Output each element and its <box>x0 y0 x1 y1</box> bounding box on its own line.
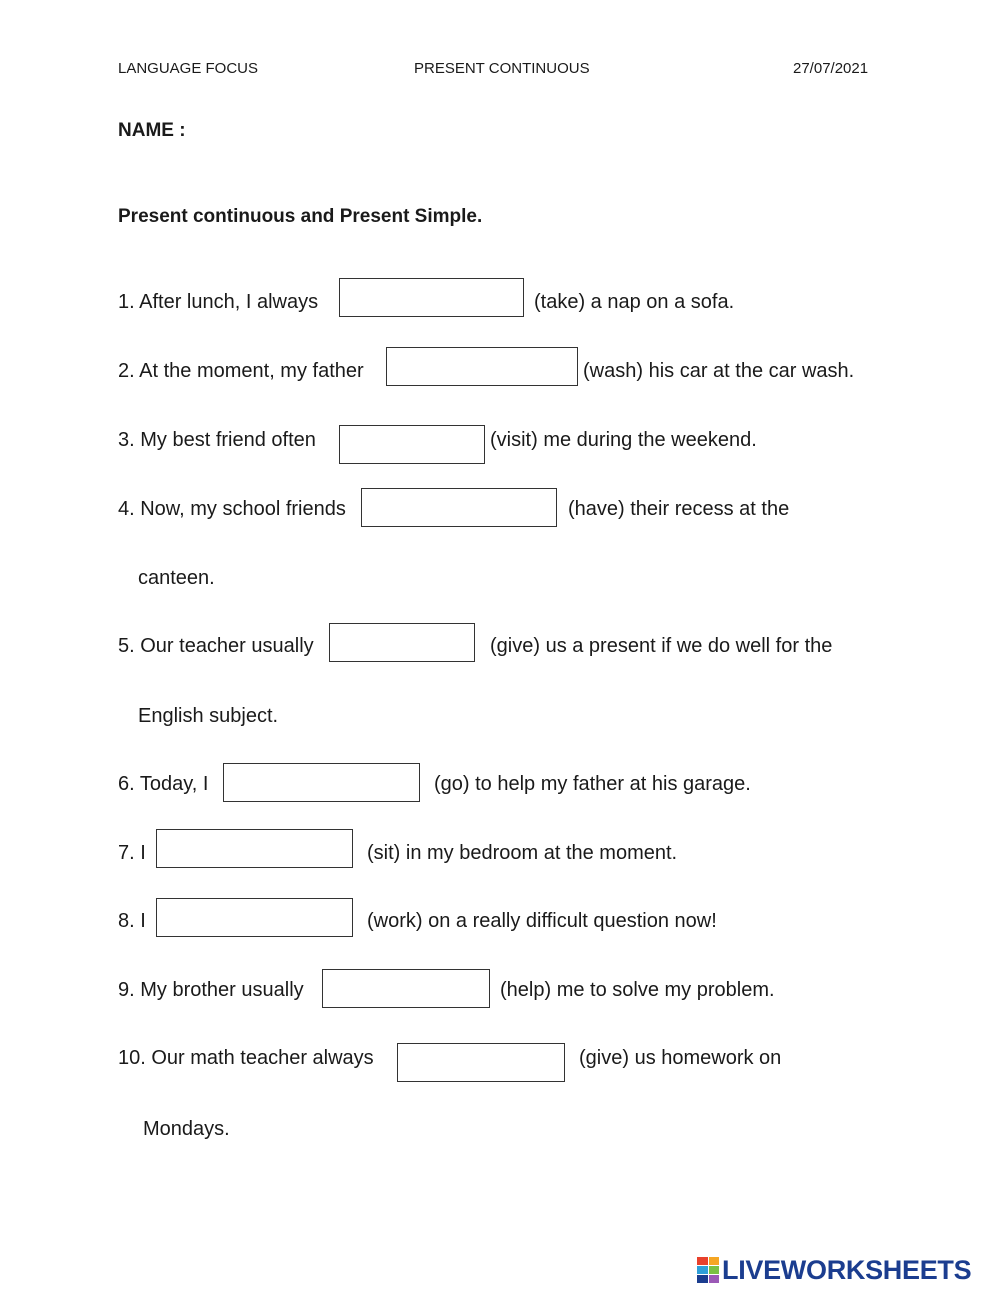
question-6-after: (go) to help my father at his garage. <box>434 773 751 795</box>
question-2-before: 2. At the moment, my father <box>118 360 364 382</box>
answer-input-3[interactable] <box>339 425 485 464</box>
question-3-after: (visit) me during the weekend. <box>490 429 757 451</box>
question-5-before: 5. Our teacher usually <box>118 635 314 657</box>
logo-block <box>709 1275 720 1283</box>
logo-block <box>697 1257 708 1265</box>
answer-input-7[interactable] <box>156 829 353 868</box>
question-10-continuation: Mondays. <box>143 1118 230 1140</box>
question-7-after: (sit) in my bedroom at the moment. <box>367 842 678 864</box>
logo-block <box>697 1275 708 1283</box>
question-6-before: 6. Today, I <box>118 773 209 795</box>
question-2-after: (wash) his car at the car wash. <box>583 360 855 382</box>
logo-block <box>697 1266 708 1274</box>
name-label: NAME : <box>118 120 186 141</box>
logo-text: LIVEWORKSHEETS <box>722 1254 972 1285</box>
answer-input-1[interactable] <box>339 278 524 317</box>
question-4-before: 4. Now, my school friends <box>118 498 346 520</box>
header-subject: LANGUAGE FOCUS <box>118 60 259 77</box>
answer-input-4[interactable] <box>361 488 557 527</box>
question-3-before: 3. My best friend often <box>118 429 316 451</box>
question-1-before: 1. After lunch, I always <box>118 291 319 313</box>
question-5-continuation: English subject. <box>138 705 279 727</box>
answer-input-6[interactable] <box>223 763 420 802</box>
question-10-before: 10. Our math teacher always <box>118 1047 374 1069</box>
question-8-after: (work) on a really difficult question now! <box>367 910 717 932</box>
worksheet-title: Present continuous and Present Simple. <box>118 206 483 227</box>
question-1-after: (take) a nap on a sofa. <box>534 291 735 313</box>
question-4-continuation: canteen. <box>138 567 215 589</box>
question-9-after: (help) me to solve my problem. <box>500 979 775 1001</box>
question-7-before: 7. I <box>118 842 146 864</box>
logo-blocks-icon <box>697 1257 719 1283</box>
question-9-before: 9. My brother usually <box>118 979 304 1001</box>
logo-block <box>709 1266 720 1274</box>
liveworksheets-logo <box>697 1254 971 1286</box>
answer-input-5[interactable] <box>329 623 475 662</box>
logo-block <box>709 1257 720 1265</box>
question-8-before: 8. I <box>118 910 146 932</box>
question-10-after: (give) us homework on <box>579 1047 782 1069</box>
question-5-after: (give) us a present if we do well for the <box>490 635 833 657</box>
answer-input-8[interactable] <box>156 898 353 937</box>
question-4-after: (have) their recess at the <box>568 498 790 520</box>
answer-input-9[interactable] <box>322 969 490 1008</box>
header-topic: PRESENT CONTINUOUS <box>414 60 590 77</box>
answer-input-2[interactable] <box>386 347 578 386</box>
header-date: 27/07/2021 <box>793 60 869 77</box>
answer-input-10[interactable] <box>397 1043 565 1082</box>
